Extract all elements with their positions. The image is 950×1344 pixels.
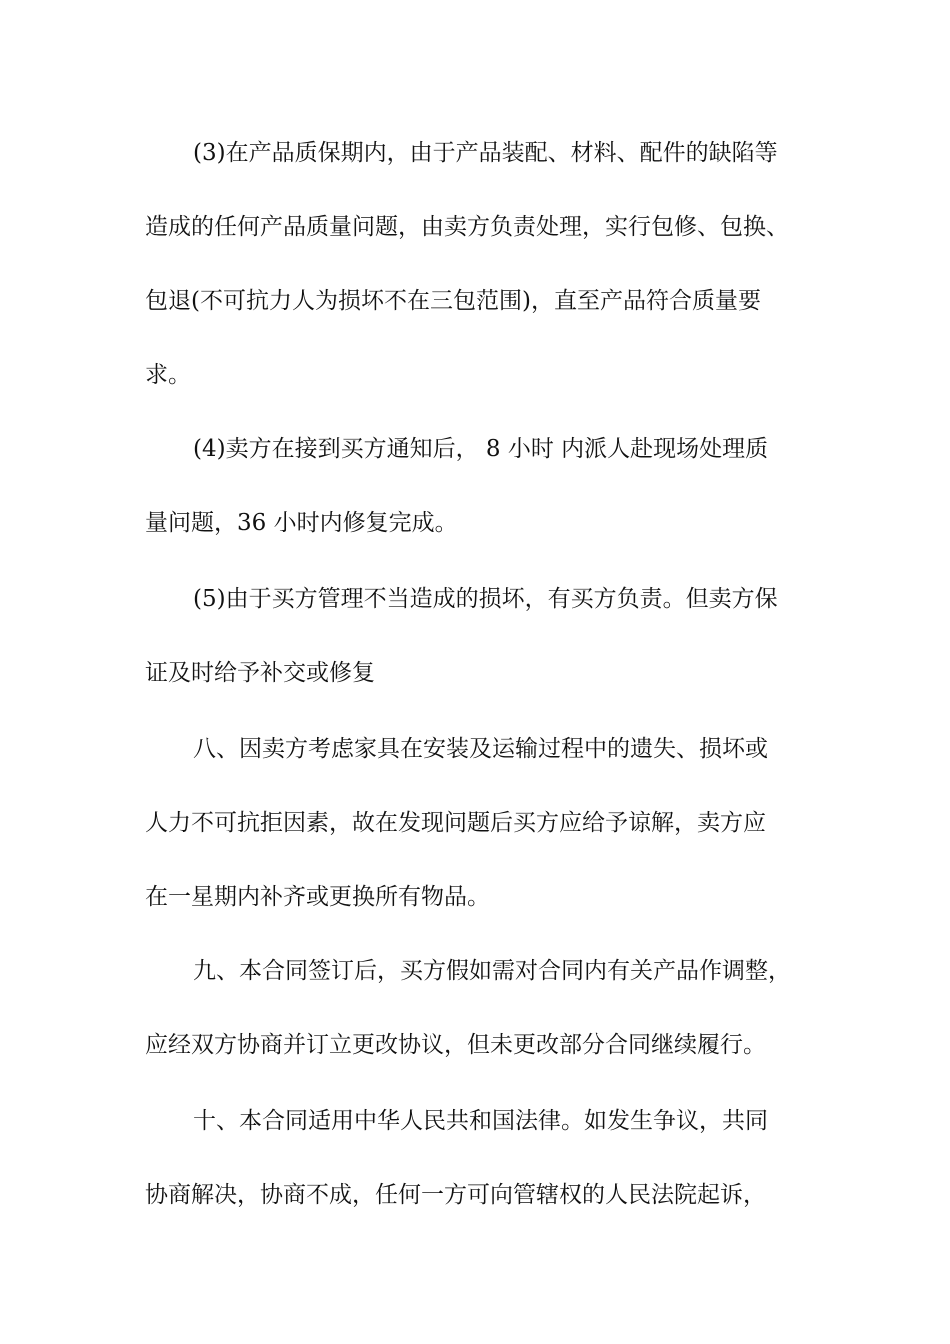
paragraph-line: 人力不可抗拒因素，故在发现问题后买方应给予谅解，卖方应 (145, 810, 766, 836)
paragraph-line: 十、本合同适用中华人民共和国法律。如发生争议，共同 (193, 1108, 768, 1134)
paragraph-line: 八、因卖方考虑家具在安装及运输过程中的遗失、损坏或 (193, 736, 768, 762)
paragraph-line: 证及时给予补交或修复 (145, 660, 375, 686)
paragraph-line: 造成的任何产品质量问题，由卖方负责处理，实行包修、包换、 (145, 214, 789, 240)
paragraph-line: (5)由于买方管理不当造成的损坏，有买方负责。但卖方保 (193, 586, 778, 612)
paragraph-line: (3)在产品质保期内，由于产品装配、材料、配件的缺陷等 (193, 140, 778, 166)
paragraph-line: 九、本合同签订后，买方假如需对合同内有关产品作调整， (193, 958, 791, 984)
paragraph-line: (4)卖方在接到买方通知后， 8 小时 内派人赴现场处理质 (193, 436, 769, 462)
paragraph-line: 包退(不可抗力人为损坏不在三包范围)，直至产品符合质量要 (145, 288, 761, 314)
paragraph-line: 在一星期内补齐或更换所有物品。 (145, 884, 490, 910)
paragraph-line: 量问题，36 小时内修复完成。 (145, 510, 458, 536)
paragraph-line: 求。 (145, 362, 191, 388)
paragraph-line: 应经双方协商并订立更改协议，但未更改部分合同继续履行。 (145, 1032, 766, 1058)
paragraph-line: 协商解决，协商不成，任何一方可向管辖权的人民法院起诉， (145, 1182, 766, 1208)
